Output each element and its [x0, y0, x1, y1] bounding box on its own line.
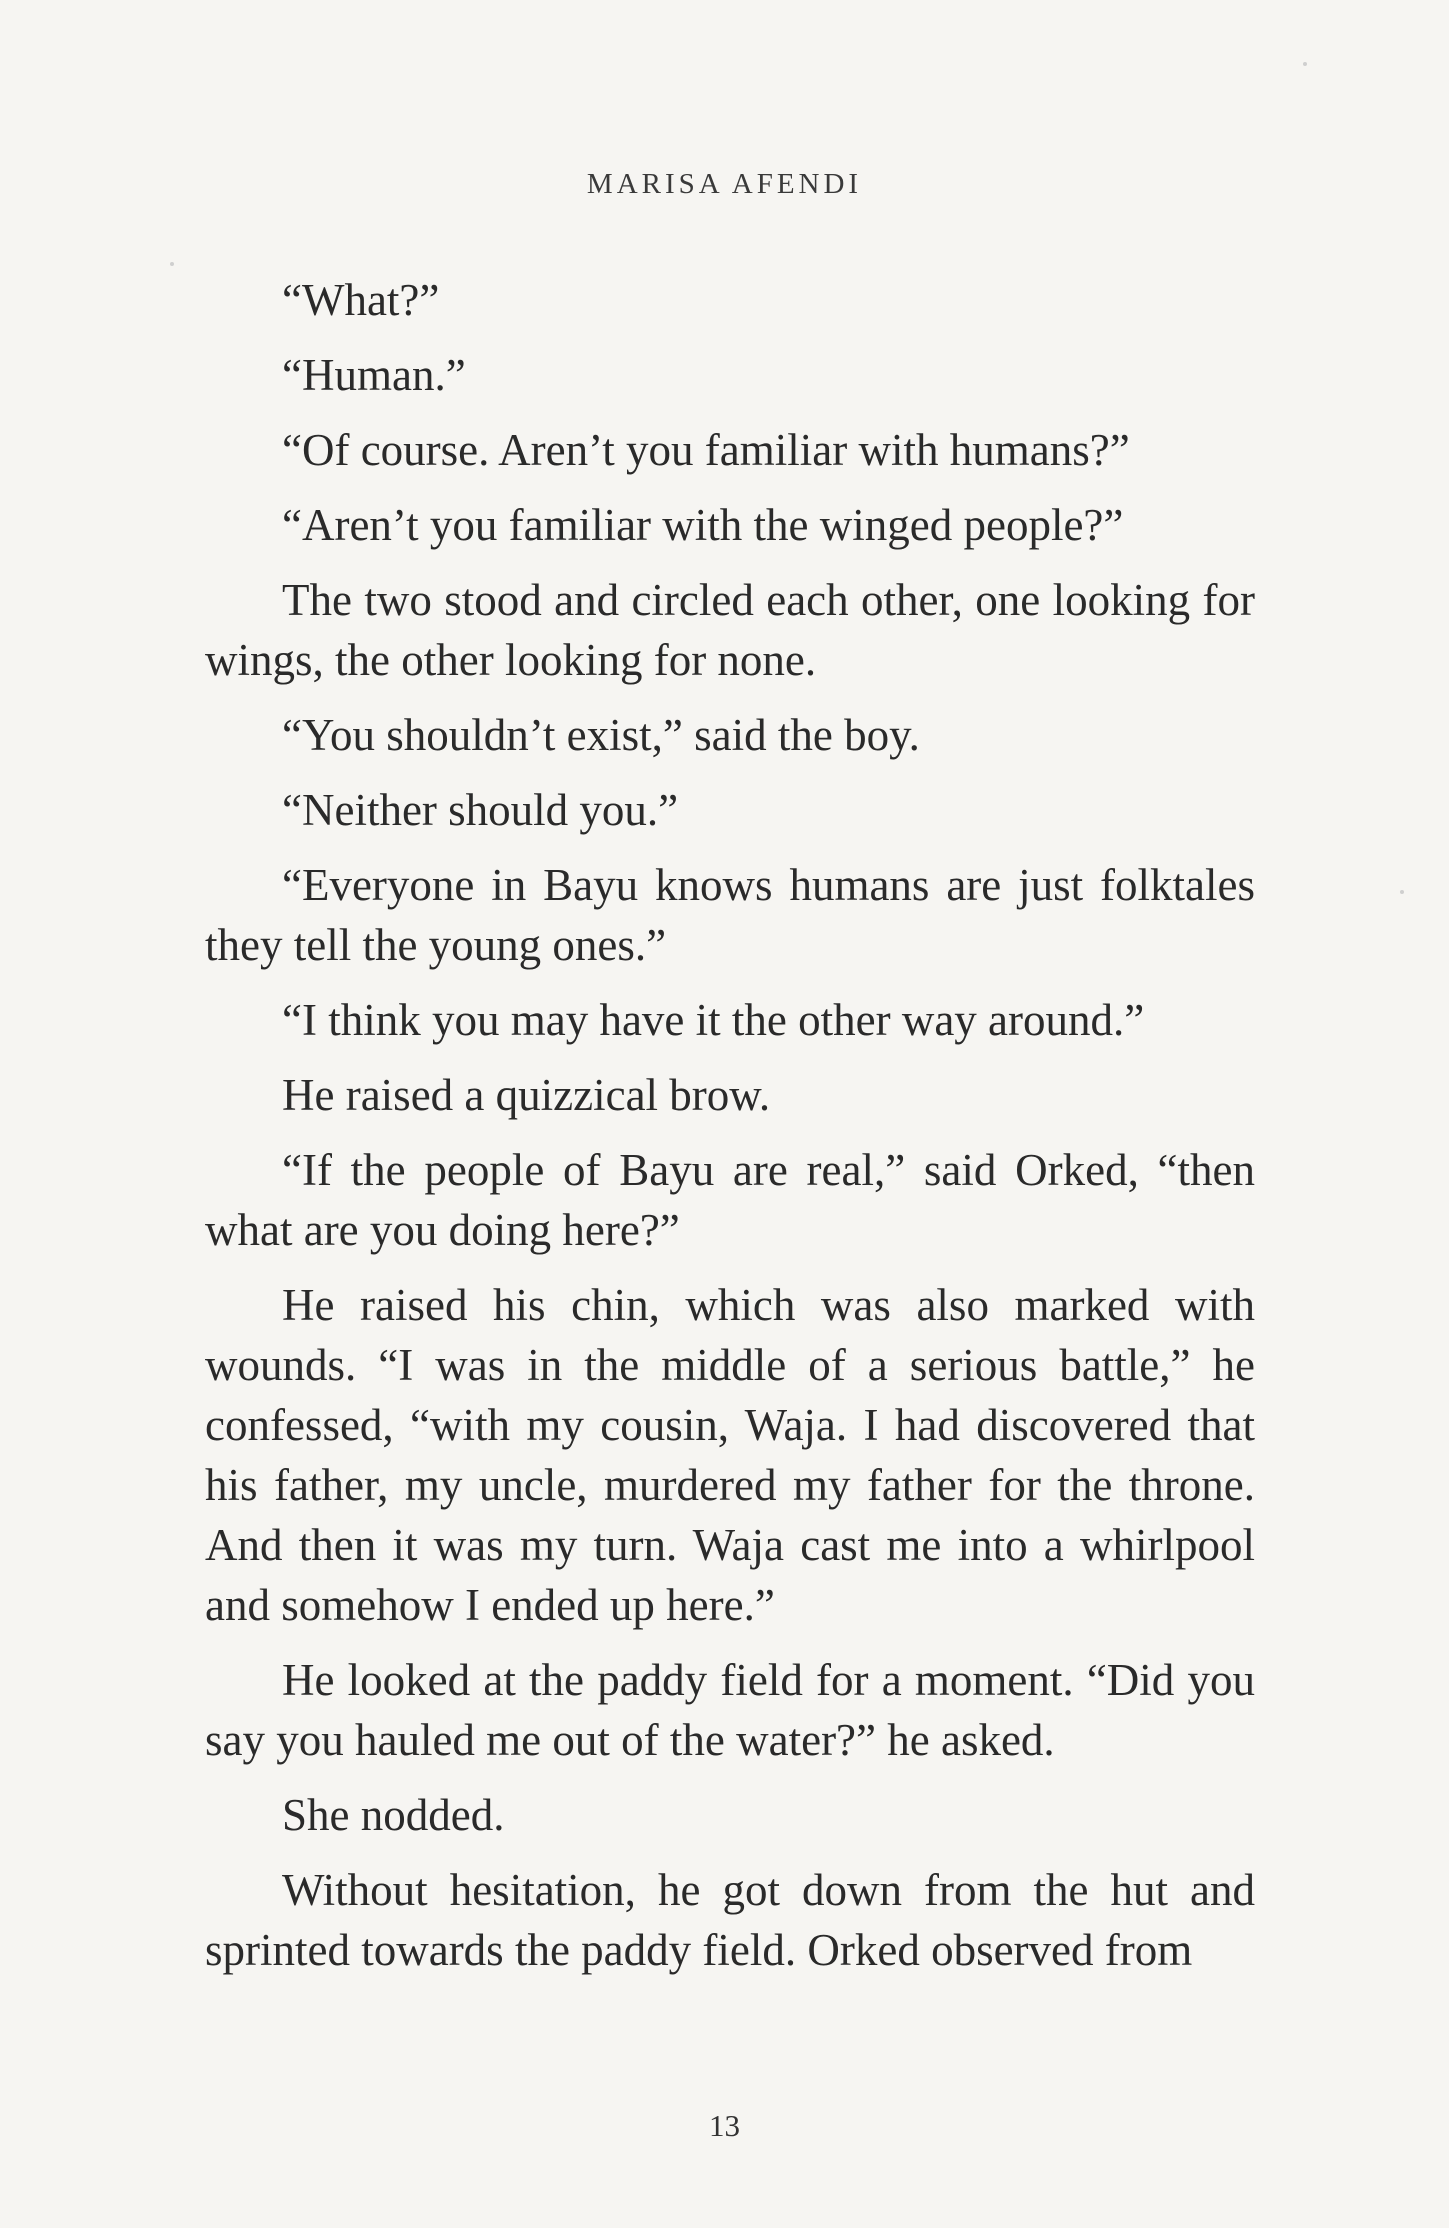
paragraph: “What?” — [282, 275, 440, 325]
paragraph: “Everyone in Bayu knows humans are just folktales they tell the young ones.” — [205, 860, 1255, 970]
paragraph: The two stood and circled each other, one looking for wings, the other looking for none. — [205, 575, 1255, 685]
running-header: MARISA AFENDI — [586, 168, 863, 200]
paragraph: “Human.” — [282, 350, 466, 400]
paragraph: She nodded. — [282, 1790, 505, 1840]
paragraph: He raised his chin, which was also marked with wounds. “I was in the middle of a serious battle,” he confessed, “with my cousin, Waja. I had discovered that his father, my uncle, murdered my father for the throne. And then it was my turn. Waja cast me into a whirlpool and somehow I ended up here.” — [205, 1280, 1255, 1630]
paragraph: He looked at the paddy field for a moment. “Did you say you hauled me out of the water?” he asked. — [205, 1655, 1255, 1765]
paragraph: “You shouldn’t exist,” said the boy. — [282, 710, 920, 760]
page-number: 13 — [709, 2108, 740, 2143]
scan-speck — [170, 262, 174, 266]
paragraph: “I think you may have it the other way around.” — [282, 995, 1145, 1045]
paragraph: “If the people of Bayu are real,” said Orked, “then what are you doing here?” — [205, 1145, 1255, 1255]
scan-speck — [1303, 62, 1307, 66]
paragraph: “Aren’t you familiar with the winged people?” — [282, 500, 1124, 550]
scan-speck — [1400, 890, 1404, 894]
paragraph: Without hesitation, he got down from the hut and sprinted towards the paddy field. Orked observed from — [205, 1865, 1255, 1975]
body-text — [205, 270, 1255, 1995]
paragraph: “Neither should you.” — [282, 785, 679, 835]
paragraph: “Of course. Aren’t you familiar with humans?” — [282, 425, 1130, 475]
paragraph: He raised a quizzical brow. — [282, 1070, 771, 1120]
